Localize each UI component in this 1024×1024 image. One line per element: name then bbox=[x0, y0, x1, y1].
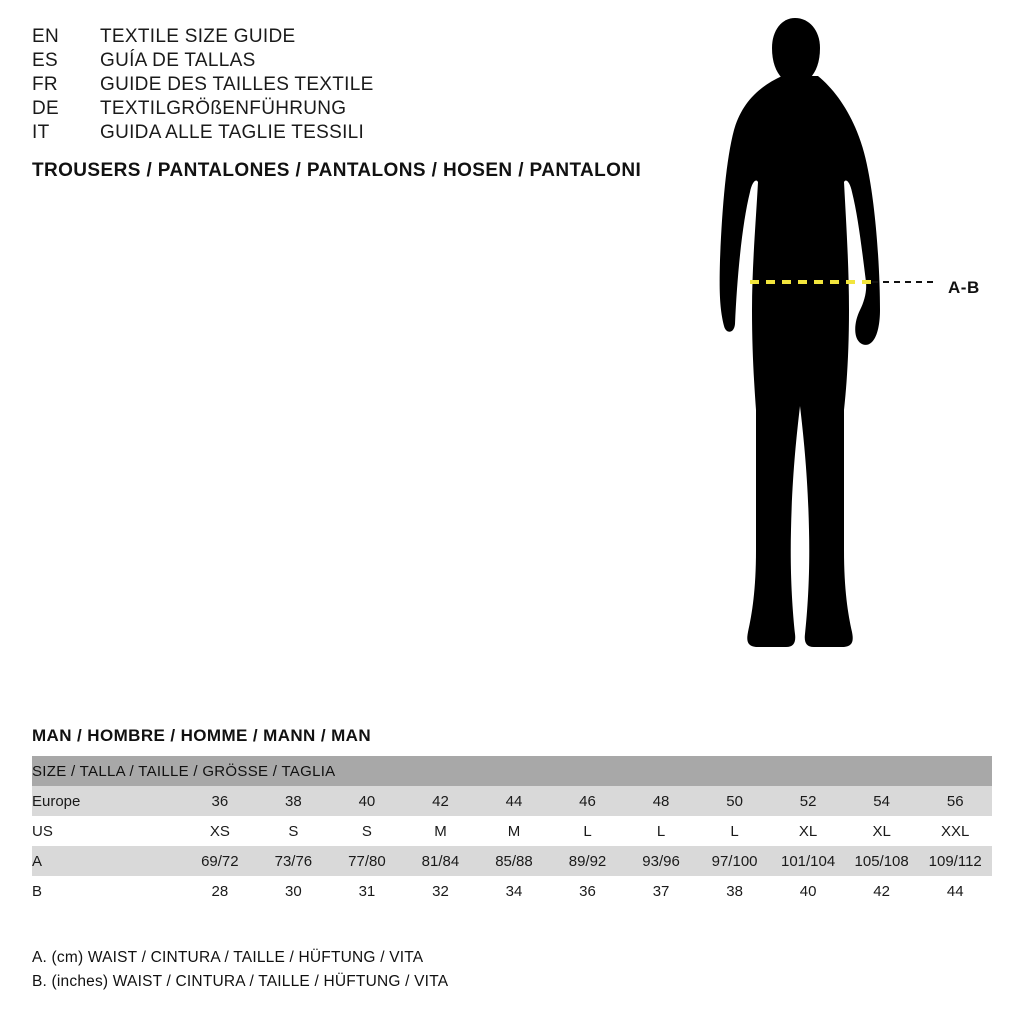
table-cell: 77/80 bbox=[330, 846, 404, 876]
language-title: GUIDA ALLE TAGLIE TESSILI bbox=[100, 122, 365, 143]
table-cell: 101/104 bbox=[771, 846, 845, 876]
row-label: A bbox=[32, 846, 183, 876]
table-cell: 97/100 bbox=[698, 846, 772, 876]
garment-type-title: TROUSERS / PANTALONES / PANTALONS / HOSEN / PANTALONI bbox=[32, 160, 642, 181]
language-code: DE bbox=[32, 98, 59, 119]
table-cell: 30 bbox=[257, 876, 331, 906]
table-cell: L bbox=[624, 816, 698, 846]
table-cell: 32 bbox=[404, 876, 478, 906]
language-row-fr bbox=[32, 74, 692, 96]
silhouette-svg bbox=[690, 10, 1020, 680]
language-code: IT bbox=[32, 122, 50, 143]
table-cell: 46 bbox=[551, 786, 625, 816]
table-cell: 34 bbox=[477, 876, 551, 906]
table-cell: 38 bbox=[257, 786, 331, 816]
table-cell: 44 bbox=[918, 876, 992, 906]
language-row-de bbox=[32, 98, 692, 120]
footnote-b: B. (inches) WAIST / CINTURA / TAILLE / HÜFTUNG / VITA bbox=[32, 973, 449, 991]
table-cell: 85/88 bbox=[477, 846, 551, 876]
measure-label-ab: A-B bbox=[948, 278, 980, 297]
size-guide-header bbox=[32, 26, 692, 182]
language-code: EN bbox=[32, 26, 59, 47]
table-cell: 42 bbox=[845, 876, 919, 906]
footnote-a: A. (cm) WAIST / CINTURA / TAILLE / HÜFTUNG / VITA bbox=[32, 949, 424, 966]
table-cell: XL bbox=[771, 816, 845, 846]
language-title: GUÍA DE TALLAS bbox=[100, 50, 256, 71]
footnotes bbox=[32, 946, 448, 994]
language-code: FR bbox=[32, 74, 58, 95]
row-label: B bbox=[32, 876, 183, 906]
male-figure-illustration bbox=[690, 10, 1020, 680]
table-cell: XXL bbox=[918, 816, 992, 846]
table-cell: 105/108 bbox=[845, 846, 919, 876]
table-cell: 50 bbox=[698, 786, 772, 816]
size-table-section bbox=[32, 726, 992, 906]
table-cell: L bbox=[551, 816, 625, 846]
table-cell: L bbox=[698, 816, 772, 846]
table-cell: M bbox=[477, 816, 551, 846]
head-shape bbox=[772, 18, 820, 78]
language-title: TEXTILE SIZE GUIDE bbox=[100, 26, 296, 47]
language-title: TEXTILGRÖßENFÜHRUNG bbox=[100, 98, 347, 119]
row-label: US bbox=[32, 816, 183, 846]
table-cell: XS bbox=[183, 816, 257, 846]
table-cell: 73/76 bbox=[257, 846, 331, 876]
row-label: Europe bbox=[32, 786, 183, 816]
table-cell: 69/72 bbox=[183, 846, 257, 876]
table-section-title: MAN / HOMBRE / HOMME / MANN / MAN bbox=[32, 726, 372, 745]
table-cell: XL bbox=[845, 816, 919, 846]
table-cell: S bbox=[257, 816, 331, 846]
table-cell: 31 bbox=[330, 876, 404, 906]
language-title: GUIDE DES TAILLES TEXTILE bbox=[100, 74, 374, 95]
table-cell: 38 bbox=[698, 876, 772, 906]
language-row-it bbox=[32, 122, 692, 144]
table-cell: 81/84 bbox=[404, 846, 478, 876]
table-cell: 109/112 bbox=[918, 846, 992, 876]
table-row bbox=[32, 846, 992, 876]
table-cell: 44 bbox=[477, 786, 551, 816]
table-cell: 37 bbox=[624, 876, 698, 906]
table-cell: 56 bbox=[918, 786, 992, 816]
table-row bbox=[32, 876, 992, 906]
table-cell: 54 bbox=[845, 786, 919, 816]
table-cell: 42 bbox=[404, 786, 478, 816]
table-header-label: SIZE / TALLA / TAILLE / GRÖSSE / TAGLIA bbox=[32, 756, 992, 786]
table-cell: 52 bbox=[771, 786, 845, 816]
table-header-row bbox=[32, 756, 992, 786]
size-table bbox=[32, 756, 992, 906]
table-row bbox=[32, 816, 992, 846]
table-cell: S bbox=[330, 816, 404, 846]
table-cell: 48 bbox=[624, 786, 698, 816]
language-code: ES bbox=[32, 50, 58, 71]
table-cell: 89/92 bbox=[551, 846, 625, 876]
table-row bbox=[32, 786, 992, 816]
language-row-es bbox=[32, 50, 692, 72]
table-cell: 36 bbox=[551, 876, 625, 906]
table-cell: 40 bbox=[330, 786, 404, 816]
table-cell: 93/96 bbox=[624, 846, 698, 876]
table-cell: M bbox=[404, 816, 478, 846]
table-cell: 28 bbox=[183, 876, 257, 906]
table-cell: 36 bbox=[183, 786, 257, 816]
table-cell: 40 bbox=[771, 876, 845, 906]
language-row-en bbox=[32, 26, 692, 48]
